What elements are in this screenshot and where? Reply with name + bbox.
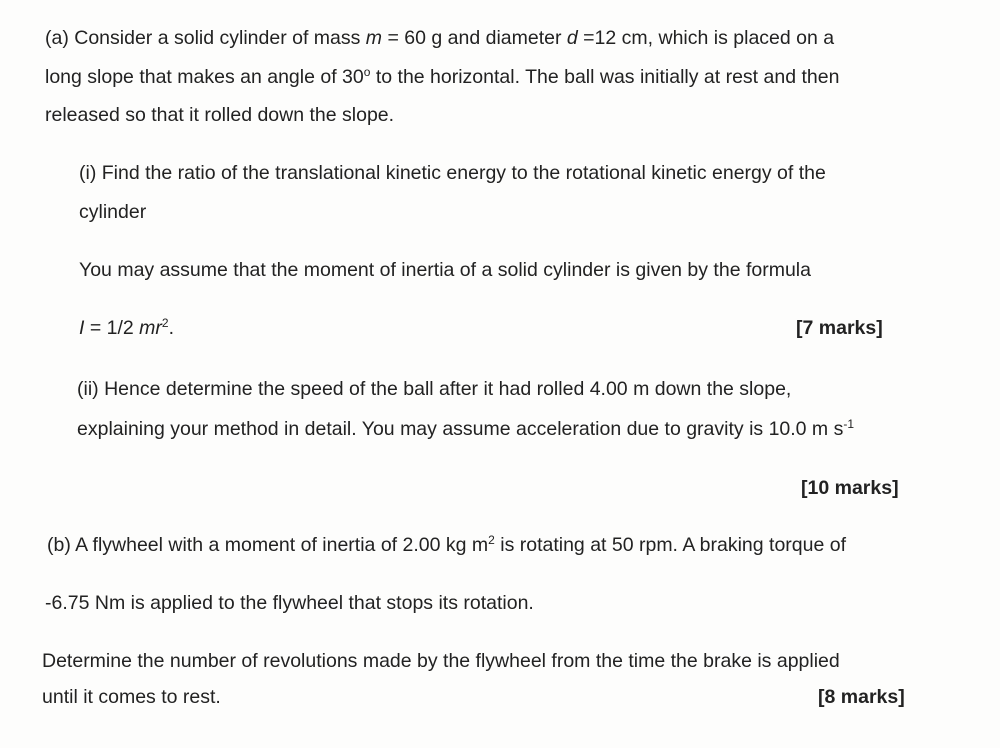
text: to the horizontal. The ball was initially at rest and then [370, 66, 840, 88]
text: (a) Consider a solid cylinder of mass [45, 27, 366, 49]
text: explaining your method in detail. You may assume acceleration due to gravity is 10.0 m s [77, 418, 844, 440]
question-a-line-1 [45, 26, 834, 50]
text: = 60 g and diameter [382, 27, 567, 49]
var-i: I [79, 317, 85, 339]
question-a-i-line-2: cylinder [79, 201, 147, 223]
exponent: 2 [161, 316, 169, 330]
marks-b: [8 marks] [818, 686, 905, 708]
question-a-line-3: released so that it rolled down the slope. [45, 104, 395, 126]
question-b-line-3: Determine the number of revolutions made by the flywheel from the time the brake is applied [42, 650, 840, 672]
inertia-formula [79, 316, 174, 340]
question-a-ii-line-1: (ii) Hence determine the speed of the ball after it had rolled 4.00 m down the slope, [77, 378, 792, 400]
text: is rotating at 50 rpm. A braking torque of [494, 534, 847, 556]
question-a-ii-line-2 [77, 417, 854, 441]
question-b-line-4: until it comes to rest. [42, 686, 221, 708]
question-a-line-2 [45, 65, 839, 89]
marks-a-i: [7 marks] [796, 317, 883, 339]
question-a-i-line-1: (i) Find the ratio of the translational kinetic energy to the rotational kinetic energy of the [79, 162, 826, 184]
degree-sup: o [363, 65, 371, 79]
marks-a-ii: [10 marks] [801, 477, 899, 499]
text: =12 cm, which is placed on a [577, 27, 835, 49]
question-b-line-1 [47, 533, 846, 557]
exponent: 2 [488, 533, 495, 547]
var-m: m [365, 27, 383, 49]
var-mr: mr [139, 317, 162, 339]
var-d: d [566, 27, 578, 49]
question-b-line-2: -6.75 Nm is applied to the flywheel that stops its rotation. [45, 592, 534, 614]
text: long slope that makes an angle of 30 [45, 66, 364, 88]
text: . [168, 317, 175, 339]
inertia-assumption: You may assume that the moment of inertia of a solid cylinder is given by the formula [79, 259, 811, 281]
text: (b) A flywheel with a moment of inertia of 2.00 kg m [47, 534, 489, 556]
text: = 1/2 [84, 317, 140, 339]
exponent: -1 [843, 417, 855, 431]
